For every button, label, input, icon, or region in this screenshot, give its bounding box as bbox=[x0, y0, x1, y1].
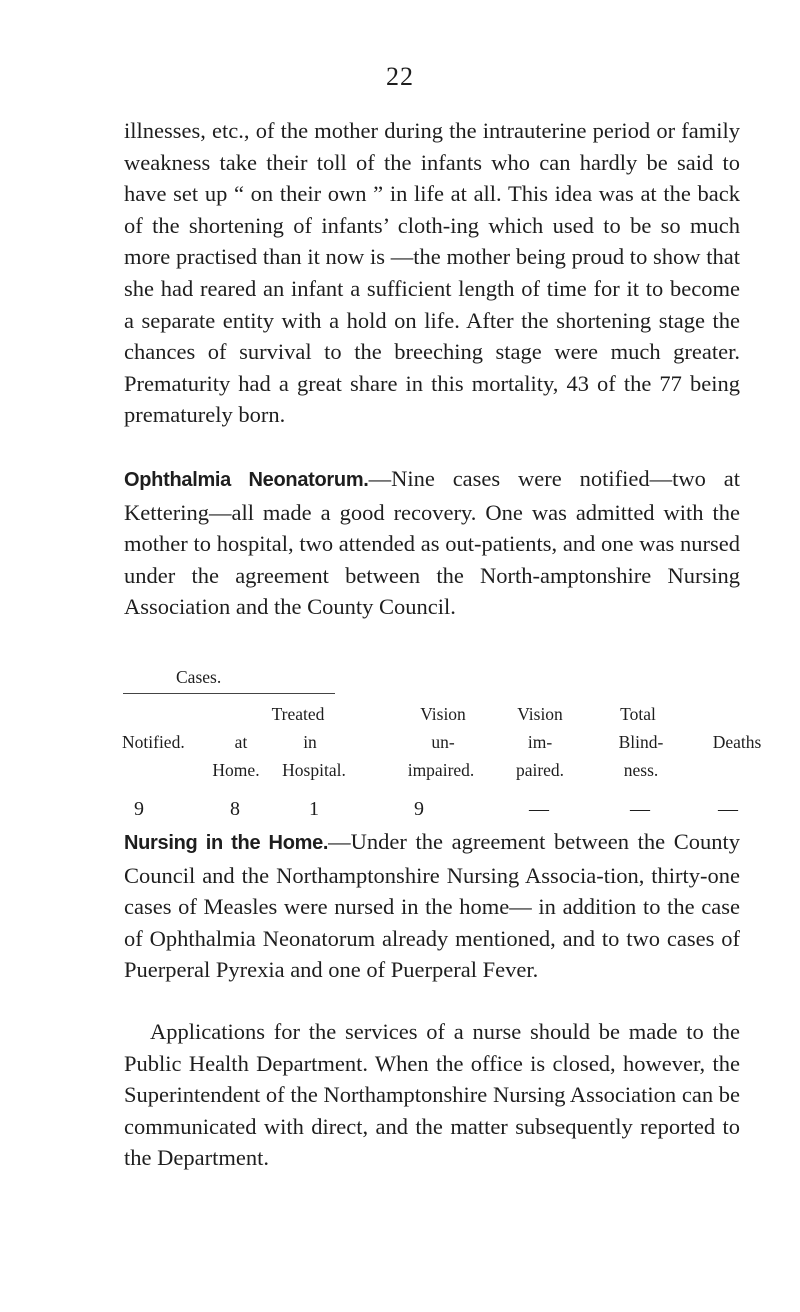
heading-ophthalmia-neonatorum: Ophthalmia Neonatorum. bbox=[124, 469, 369, 491]
header-in-hospital-2: Hospital. bbox=[282, 760, 346, 780]
paragraph-applications: Applications for the services of a nurse should be made to the Public Health Department. When the office is closed, however, the Superintendent of the Northamptonshire Nursing Association can be communicated with direct, and the matter subsequently reported to the Department. bbox=[124, 1019, 740, 1171]
table-group-header: Cases. bbox=[176, 667, 222, 687]
page-number: 22 bbox=[386, 62, 414, 91]
heading-nursing-in-the-home: Nursing in the Home. bbox=[124, 832, 329, 854]
cell-vision-unimpaired: 9 bbox=[414, 798, 424, 820]
cell-notified: 9 bbox=[134, 798, 144, 820]
header-at-home-1: at bbox=[234, 732, 248, 752]
header-vision-impaired-3: paired. bbox=[515, 760, 565, 780]
paragraph-ophthalmia bbox=[124, 463, 740, 623]
cell-deaths: — bbox=[718, 798, 738, 820]
header-deaths: Deaths bbox=[712, 732, 762, 752]
paragraph-nursing bbox=[124, 826, 740, 986]
ophthalmia-body: —Nine cases were notified—two at Kettering—all made a good recovery. One was admitted with the mother to hospital, two attended as out-patients, and one was nursed under the agreement between the North-amptonshire Nursing Association and the County Council. bbox=[124, 466, 740, 620]
header-vision-impaired-1: Vision bbox=[517, 704, 563, 724]
header-total-blindness-2: Blind- bbox=[618, 732, 664, 752]
paragraph-intro: illnesses, etc., of the mother during the intrauterine period or family weakness take their toll of the infants who can hardly be said to have set up “ on their own ” in life at all. This idea was at the back of the shortening of infants’ cloth-ing which used to be so much more practised than it now is —the mother being proud to show that she had reared an infant a sufficient length of time for it to become a separate entity with a hold on life. After the shortening stage the chances of survival to the breeching stage were much greater. Prematurity had a great share in this mortality, 43 of the 77 being prematurely born. bbox=[124, 118, 740, 428]
table-header-rule bbox=[123, 693, 335, 694]
cell-vision-impaired: — bbox=[529, 798, 549, 820]
cell-at-home: 8 bbox=[230, 798, 240, 820]
header-vision-unimpaired-1: Vision bbox=[420, 704, 466, 724]
header-vision-impaired-2: im- bbox=[527, 732, 553, 752]
header-vision-unimpaired-2: un- bbox=[431, 732, 455, 752]
header-in-hospital-1: in bbox=[303, 732, 317, 752]
header-treated: Treated bbox=[271, 704, 325, 724]
header-vision-unimpaired-3: impaired. bbox=[407, 760, 475, 780]
cell-in-hospital: 1 bbox=[309, 798, 319, 820]
header-notified: Notified. bbox=[122, 732, 185, 752]
header-total-blindness-1: Total bbox=[620, 704, 656, 724]
nursing-body: —Under the agreement between the County Council and the Northamptonshire Nursing Associa-tion, thirty-one cases of Measles were nursed in the home— in addition to the case of Ophthalmia Neonatorum already mentioned, and to two cases of Puerperal Pyrexia and one of Puerperal Fever. bbox=[124, 829, 740, 983]
header-at-home-2: Home. bbox=[212, 760, 260, 780]
cell-total-blindness: — bbox=[630, 798, 650, 820]
header-total-blindness-3: ness. bbox=[623, 760, 659, 780]
